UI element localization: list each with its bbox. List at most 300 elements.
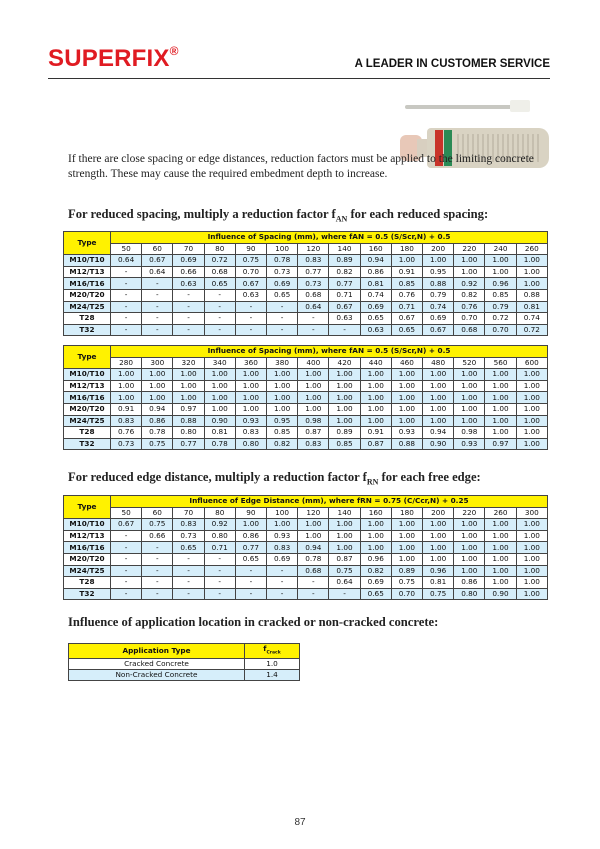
factor-cell: 0.81 bbox=[423, 577, 454, 589]
column-header: 100 bbox=[267, 243, 298, 255]
table-row bbox=[64, 392, 548, 404]
factor-cell: 1.00 bbox=[298, 369, 329, 381]
table-row bbox=[64, 313, 548, 325]
column-header: 140 bbox=[329, 243, 360, 255]
factor-cell: 0.91 bbox=[391, 266, 422, 278]
table-title: Influence of Edge Distance (mm), where fRN = 0.75 (C/Ccr,N) + 0.25 bbox=[111, 496, 548, 508]
column-header: 120 bbox=[298, 243, 329, 255]
nozzle-tip bbox=[510, 100, 530, 112]
factor-cell: - bbox=[267, 301, 298, 313]
factor-cell: 0.69 bbox=[360, 577, 391, 589]
factor-cell: 1.00 bbox=[454, 392, 485, 404]
factor-cell: 1.00 bbox=[454, 255, 485, 267]
factor-cell: - bbox=[142, 278, 173, 290]
factor-cell: 0.63 bbox=[173, 278, 204, 290]
factor-cell: 1.00 bbox=[329, 403, 360, 415]
application-type: Cracked Concrete bbox=[69, 659, 245, 670]
type-header: Type bbox=[64, 496, 111, 519]
factor-cell: 0.78 bbox=[298, 553, 329, 565]
type-header: Type bbox=[64, 232, 111, 255]
factor-cell: - bbox=[142, 324, 173, 336]
factor-cell: 1.00 bbox=[485, 530, 516, 542]
column-header: 300 bbox=[142, 357, 173, 369]
factor-cell: 1.00 bbox=[329, 415, 360, 427]
factor-cell: 0.69 bbox=[360, 301, 391, 313]
factor-cell: 0.69 bbox=[267, 278, 298, 290]
factor-cell: 1.00 bbox=[423, 255, 454, 267]
factor-cell: 1.00 bbox=[360, 369, 391, 381]
factor-cell: - bbox=[173, 324, 204, 336]
factor-cell: 1.00 bbox=[173, 369, 204, 381]
row-type: M10/T10 bbox=[64, 519, 111, 531]
factor-cell: 1.00 bbox=[235, 519, 266, 531]
factor-cell: 1.00 bbox=[391, 403, 422, 415]
factor-cell: 1.00 bbox=[360, 415, 391, 427]
factor-cell: 0.93 bbox=[391, 427, 422, 439]
factor-cell: 0.87 bbox=[298, 427, 329, 439]
factor-cell: 0.98 bbox=[454, 427, 485, 439]
column-header: 160 bbox=[360, 243, 391, 255]
factor-cell: - bbox=[235, 565, 266, 577]
factor-cell: 0.71 bbox=[391, 301, 422, 313]
column-header: 360 bbox=[235, 357, 266, 369]
factor-cell: 1.00 bbox=[516, 542, 547, 554]
factor-cell: 0.74 bbox=[423, 301, 454, 313]
table-row bbox=[64, 542, 548, 554]
column-header: 140 bbox=[329, 507, 360, 519]
factor-cell: 0.91 bbox=[111, 403, 142, 415]
factor-cell: 1.00 bbox=[485, 255, 516, 267]
factor-cell: 0.63 bbox=[329, 313, 360, 325]
factor-cell: 0.65 bbox=[235, 553, 266, 565]
factor-cell: 0.79 bbox=[423, 289, 454, 301]
factor-cell: 1.00 bbox=[142, 380, 173, 392]
factor-cell: 1.00 bbox=[516, 403, 547, 415]
factor-cell: 0.83 bbox=[235, 427, 266, 439]
intro-paragraph: If there are close spacing or edge distances, reduction factors must be applied to the limiting concrete strength. These may cause the required embedment depth to increase. bbox=[68, 153, 534, 180]
factor-cell: 1.00 bbox=[423, 392, 454, 404]
column-header: 200 bbox=[423, 243, 454, 255]
col-application-type: Application Type bbox=[69, 644, 245, 659]
factor-cell: 0.80 bbox=[173, 427, 204, 439]
column-header: 50 bbox=[111, 507, 142, 519]
factor-cell: 1.00 bbox=[423, 403, 454, 415]
factor-cell: - bbox=[204, 565, 235, 577]
factor-cell: 0.86 bbox=[142, 415, 173, 427]
row-type: M16/T16 bbox=[64, 392, 111, 404]
factor-cell: 1.00 bbox=[454, 530, 485, 542]
factor-cell: 0.87 bbox=[360, 438, 391, 450]
factor-cell: 1.00 bbox=[298, 380, 329, 392]
factor-cell: 0.75 bbox=[142, 519, 173, 531]
factor-cell: 1.00 bbox=[329, 519, 360, 531]
table-title: Influence of Spacing (mm), where fAN = 0.5 (S/Scr,N) + 0.5 bbox=[111, 346, 548, 358]
table-row bbox=[64, 577, 548, 589]
factor-cell: 1.00 bbox=[516, 530, 547, 542]
heading-text: For reduced edge distance, multiply a reduction factor f bbox=[68, 470, 367, 484]
registered-mark: ® bbox=[169, 44, 179, 58]
factor-cell: 1.00 bbox=[485, 415, 516, 427]
row-type: T28 bbox=[64, 313, 111, 325]
brand-logo bbox=[48, 45, 179, 73]
factor-cell: 0.76 bbox=[111, 427, 142, 439]
factor-cell: 1.00 bbox=[516, 565, 547, 577]
factor-cell: 0.69 bbox=[267, 553, 298, 565]
column-header: 400 bbox=[298, 357, 329, 369]
table-row bbox=[64, 427, 548, 439]
factor-cell: 0.92 bbox=[454, 278, 485, 290]
factor-cell: - bbox=[204, 324, 235, 336]
row-type: T28 bbox=[64, 427, 111, 439]
factor-cell: 0.96 bbox=[485, 278, 516, 290]
factor-cell: 0.95 bbox=[267, 415, 298, 427]
factor-cell: 1.00 bbox=[485, 553, 516, 565]
factor-cell: 0.65 bbox=[391, 324, 422, 336]
factor-cell: - bbox=[142, 565, 173, 577]
factor-cell: 0.91 bbox=[360, 427, 391, 439]
factor-cell: 1.00 bbox=[516, 369, 547, 381]
row-type: M20/T20 bbox=[64, 553, 111, 565]
factor-cell: 1.00 bbox=[360, 530, 391, 542]
fcrack-value: 1.0 bbox=[245, 659, 300, 670]
factor-cell: 1.00 bbox=[329, 392, 360, 404]
factor-cell: - bbox=[204, 577, 235, 589]
factor-cell: - bbox=[142, 301, 173, 313]
factor-cell: 0.70 bbox=[391, 588, 422, 600]
factor-cell: 0.73 bbox=[111, 438, 142, 450]
factor-cell: 1.00 bbox=[485, 392, 516, 404]
factor-cell: 1.00 bbox=[267, 519, 298, 531]
factor-cell: 1.00 bbox=[516, 553, 547, 565]
factor-cell: - bbox=[267, 588, 298, 600]
factor-cell: - bbox=[173, 289, 204, 301]
factor-cell: 1.00 bbox=[298, 519, 329, 531]
factor-cell: 1.00 bbox=[485, 369, 516, 381]
factor-cell: 0.67 bbox=[329, 301, 360, 313]
table-row bbox=[64, 324, 548, 336]
factor-cell: 1.00 bbox=[516, 380, 547, 392]
factor-cell: 1.00 bbox=[516, 438, 547, 450]
factor-cell: 1.00 bbox=[391, 369, 422, 381]
factor-cell: 1.00 bbox=[329, 542, 360, 554]
factor-cell: 0.86 bbox=[360, 266, 391, 278]
factor-cell: - bbox=[204, 553, 235, 565]
factor-cell: 0.82 bbox=[267, 438, 298, 450]
factor-cell: 0.65 bbox=[360, 588, 391, 600]
fcrack-subscript: Crack bbox=[266, 650, 281, 656]
column-header: 50 bbox=[111, 243, 142, 255]
factor-cell: - bbox=[173, 301, 204, 313]
table-row bbox=[64, 369, 548, 381]
factor-cell: 0.79 bbox=[485, 301, 516, 313]
factor-cell: 1.00 bbox=[391, 392, 422, 404]
factor-cell: 1.00 bbox=[111, 392, 142, 404]
factor-cell: 1.00 bbox=[516, 255, 547, 267]
table-row bbox=[69, 659, 300, 670]
factor-cell: - bbox=[111, 577, 142, 589]
factor-cell: 0.67 bbox=[142, 255, 173, 267]
spacing-heading bbox=[68, 207, 488, 224]
factor-cell: - bbox=[111, 530, 142, 542]
factor-cell: - bbox=[142, 553, 173, 565]
table-row bbox=[64, 553, 548, 565]
factor-cell: - bbox=[267, 324, 298, 336]
factor-cell: 0.72 bbox=[516, 324, 547, 336]
column-header: 70 bbox=[173, 243, 204, 255]
factor-cell: 0.83 bbox=[298, 438, 329, 450]
factor-cell: 0.96 bbox=[360, 553, 391, 565]
factor-cell: 0.67 bbox=[391, 313, 422, 325]
factor-cell: 1.00 bbox=[454, 542, 485, 554]
factor-cell: 1.00 bbox=[423, 530, 454, 542]
factor-cell: 1.00 bbox=[485, 565, 516, 577]
table-row bbox=[64, 266, 548, 278]
column-header: 420 bbox=[329, 357, 360, 369]
factor-cell: 1.00 bbox=[391, 519, 422, 531]
column-header: 180 bbox=[391, 243, 422, 255]
factor-cell: 1.00 bbox=[454, 380, 485, 392]
factor-cell: - bbox=[235, 577, 266, 589]
factor-cell: 1.00 bbox=[391, 380, 422, 392]
factor-cell: 0.90 bbox=[423, 438, 454, 450]
factor-cell: 1.00 bbox=[142, 392, 173, 404]
factor-cell: - bbox=[111, 289, 142, 301]
factor-cell: 0.80 bbox=[235, 438, 266, 450]
factor-cell: 0.64 bbox=[298, 301, 329, 313]
factor-cell: 1.00 bbox=[454, 519, 485, 531]
factor-cell: 0.77 bbox=[329, 278, 360, 290]
factor-cell: 0.69 bbox=[173, 255, 204, 267]
factor-cell: - bbox=[142, 588, 173, 600]
row-type: T28 bbox=[64, 577, 111, 589]
table-row bbox=[69, 670, 300, 681]
column-header: 100 bbox=[267, 507, 298, 519]
factor-cell: 1.00 bbox=[423, 380, 454, 392]
column-header: 220 bbox=[454, 243, 485, 255]
factor-cell: - bbox=[329, 324, 360, 336]
factor-cell: - bbox=[267, 565, 298, 577]
column-header: 600 bbox=[516, 357, 547, 369]
column-header: 440 bbox=[360, 357, 391, 369]
factor-cell: 1.00 bbox=[516, 266, 547, 278]
factor-cell: - bbox=[142, 289, 173, 301]
factor-cell: 1.00 bbox=[454, 415, 485, 427]
row-type: M16/T16 bbox=[64, 542, 111, 554]
factor-cell: 0.85 bbox=[391, 278, 422, 290]
factor-cell: - bbox=[111, 324, 142, 336]
factor-cell: 0.68 bbox=[298, 289, 329, 301]
factor-cell: 0.97 bbox=[485, 438, 516, 450]
factor-cell: 1.00 bbox=[485, 542, 516, 554]
column-header: 480 bbox=[423, 357, 454, 369]
column-header: 200 bbox=[423, 507, 454, 519]
column-header: 60 bbox=[142, 507, 173, 519]
table-row bbox=[64, 289, 548, 301]
factor-cell: 1.00 bbox=[360, 403, 391, 415]
factor-cell: - bbox=[142, 577, 173, 589]
factor-cell: 0.75 bbox=[329, 565, 360, 577]
factor-cell: 0.85 bbox=[485, 289, 516, 301]
heading-text: for each free edge: bbox=[378, 470, 481, 484]
page-number: 87 bbox=[294, 817, 306, 828]
factor-cell: 0.75 bbox=[235, 255, 266, 267]
heading-subscript: AN bbox=[335, 214, 348, 224]
factor-cell: - bbox=[298, 577, 329, 589]
factor-cell: - bbox=[173, 565, 204, 577]
factor-cell: 0.65 bbox=[204, 278, 235, 290]
factor-cell: - bbox=[298, 324, 329, 336]
factor-cell: 0.77 bbox=[173, 438, 204, 450]
column-header: 380 bbox=[267, 357, 298, 369]
factor-cell: 1.00 bbox=[235, 369, 266, 381]
factor-cell: - bbox=[235, 313, 266, 325]
column-header: 80 bbox=[204, 507, 235, 519]
row-type: M12/T13 bbox=[64, 266, 111, 278]
factor-cell: - bbox=[173, 577, 204, 589]
factor-cell: 0.89 bbox=[329, 255, 360, 267]
column-header: 260 bbox=[485, 507, 516, 519]
factor-cell: 1.00 bbox=[298, 392, 329, 404]
factor-cell: 1.00 bbox=[516, 278, 547, 290]
row-type: M12/T13 bbox=[64, 380, 111, 392]
factor-cell: 0.74 bbox=[360, 289, 391, 301]
factor-cell: 0.93 bbox=[267, 530, 298, 542]
table-row bbox=[64, 301, 548, 313]
factor-cell: - bbox=[204, 313, 235, 325]
column-header: 180 bbox=[391, 507, 422, 519]
factor-cell: 0.76 bbox=[454, 301, 485, 313]
factor-cell: - bbox=[111, 553, 142, 565]
factor-cell: 0.65 bbox=[173, 542, 204, 554]
table-title: Influence of Spacing (mm), where fAN = 0.5 (S/Scr,N) + 0.5 bbox=[111, 232, 548, 244]
column-header: 120 bbox=[298, 507, 329, 519]
factor-cell: 1.00 bbox=[360, 519, 391, 531]
factor-cell: 0.94 bbox=[298, 542, 329, 554]
factor-cell: 0.93 bbox=[454, 438, 485, 450]
fcrack-label: f bbox=[263, 644, 267, 653]
column-header: 300 bbox=[516, 507, 547, 519]
type-header: Type bbox=[64, 346, 111, 369]
factor-cell: 0.64 bbox=[111, 255, 142, 267]
factor-cell: 0.92 bbox=[204, 519, 235, 531]
factor-cell: 1.00 bbox=[423, 553, 454, 565]
factor-cell: 0.86 bbox=[454, 577, 485, 589]
factor-cell: 0.70 bbox=[235, 266, 266, 278]
row-type: M10/T10 bbox=[64, 255, 111, 267]
column-header: 320 bbox=[173, 357, 204, 369]
factor-cell: 0.72 bbox=[204, 255, 235, 267]
factor-cell: 0.73 bbox=[298, 278, 329, 290]
column-header: 90 bbox=[235, 243, 266, 255]
factor-cell: 1.00 bbox=[267, 380, 298, 392]
factor-cell: 0.75 bbox=[423, 588, 454, 600]
application-type: Non-Cracked Concrete bbox=[69, 670, 245, 681]
factor-cell: - bbox=[267, 313, 298, 325]
factor-cell: 0.63 bbox=[360, 324, 391, 336]
factor-cell: 0.75 bbox=[391, 577, 422, 589]
factor-cell: - bbox=[204, 301, 235, 313]
factor-cell: 0.88 bbox=[423, 278, 454, 290]
factor-cell: 0.93 bbox=[235, 415, 266, 427]
factor-cell: 0.68 bbox=[454, 324, 485, 336]
factor-cell: 1.00 bbox=[423, 542, 454, 554]
factor-cell: 1.00 bbox=[360, 380, 391, 392]
factor-cell: 1.00 bbox=[142, 369, 173, 381]
factor-cell: 1.00 bbox=[485, 380, 516, 392]
factor-cell: 0.83 bbox=[111, 415, 142, 427]
factor-cell: 0.65 bbox=[267, 289, 298, 301]
factor-cell: 0.68 bbox=[298, 565, 329, 577]
row-type: M20/T20 bbox=[64, 289, 111, 301]
factor-cell: 1.00 bbox=[391, 255, 422, 267]
factor-cell: 0.86 bbox=[235, 530, 266, 542]
factor-cell: 1.00 bbox=[454, 369, 485, 381]
factor-cell: 1.00 bbox=[329, 369, 360, 381]
edge-heading bbox=[68, 470, 481, 487]
factor-cell: 0.69 bbox=[423, 313, 454, 325]
factor-cell: - bbox=[298, 313, 329, 325]
factor-cell: - bbox=[173, 313, 204, 325]
factor-cell: 1.00 bbox=[423, 369, 454, 381]
factor-cell: 0.82 bbox=[329, 266, 360, 278]
factor-cell: 0.78 bbox=[267, 255, 298, 267]
factor-cell: 0.88 bbox=[516, 289, 547, 301]
column-header: 60 bbox=[142, 243, 173, 255]
factor-cell: 0.78 bbox=[142, 427, 173, 439]
row-type: M24/T25 bbox=[64, 415, 111, 427]
factor-cell: 1.00 bbox=[516, 577, 547, 589]
factor-cell: - bbox=[111, 542, 142, 554]
factor-cell: - bbox=[142, 542, 173, 554]
factor-cell: 0.90 bbox=[485, 588, 516, 600]
mixer-nozzle bbox=[405, 105, 515, 109]
column-header: 460 bbox=[391, 357, 422, 369]
factor-cell: - bbox=[267, 577, 298, 589]
table-row bbox=[64, 278, 548, 290]
factor-cell: 1.00 bbox=[485, 427, 516, 439]
factor-cell: 1.00 bbox=[454, 565, 485, 577]
factor-cell: 0.75 bbox=[142, 438, 173, 450]
factor-cell: 1.00 bbox=[516, 427, 547, 439]
factor-cell: 1.00 bbox=[516, 588, 547, 600]
factor-cell: 0.70 bbox=[454, 313, 485, 325]
factor-cell: 0.71 bbox=[204, 542, 235, 554]
factor-cell: 0.71 bbox=[329, 289, 360, 301]
factor-cell: 0.80 bbox=[204, 530, 235, 542]
factor-cell: 0.89 bbox=[391, 565, 422, 577]
factor-cell: 0.66 bbox=[173, 266, 204, 278]
factor-cell: 1.00 bbox=[516, 415, 547, 427]
factor-cell: - bbox=[111, 588, 142, 600]
factor-cell: 0.74 bbox=[516, 313, 547, 325]
factor-cell: 0.81 bbox=[516, 301, 547, 313]
factor-cell: 0.73 bbox=[267, 266, 298, 278]
factor-cell: - bbox=[204, 289, 235, 301]
column-header: 220 bbox=[454, 507, 485, 519]
factor-cell: - bbox=[111, 301, 142, 313]
factor-cell: 0.88 bbox=[391, 438, 422, 450]
factor-cell: 0.72 bbox=[485, 313, 516, 325]
heading-subscript: RN bbox=[366, 477, 379, 487]
factor-cell: 1.00 bbox=[204, 392, 235, 404]
factor-cell: 1.00 bbox=[204, 403, 235, 415]
factor-cell: 0.98 bbox=[298, 415, 329, 427]
factor-cell: 0.83 bbox=[267, 542, 298, 554]
table-row bbox=[64, 519, 548, 531]
factor-cell: 1.00 bbox=[360, 392, 391, 404]
factor-cell: 1.00 bbox=[454, 403, 485, 415]
factor-cell: 0.82 bbox=[360, 565, 391, 577]
